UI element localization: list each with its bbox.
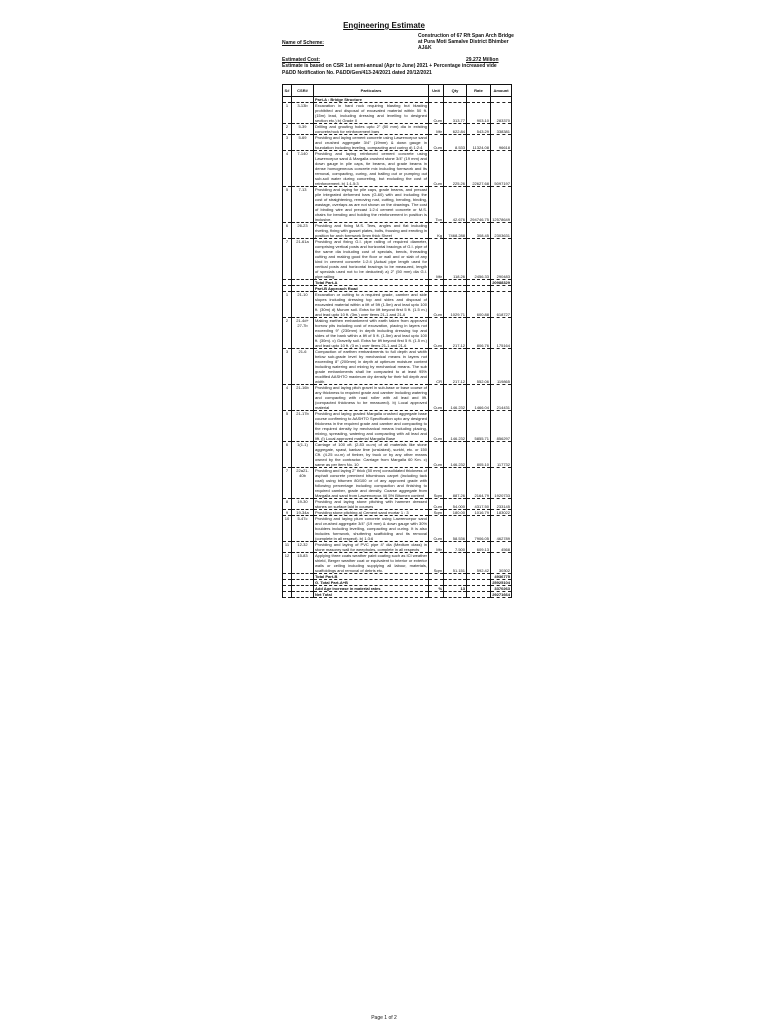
item-rate: 1016.79: [467, 510, 491, 516]
item-amount: 183022: [491, 510, 512, 516]
grand-total-value: 25925104: [492, 580, 510, 585]
estimated-cost-value: 29.272 Million: [466, 57, 499, 63]
item-description: Providing and fixing G.I. pipe railing of required diameter, comprising vertical posts and horizontal bracings of G.I. pipe of the same dia including cost of specials, bends, threading cutting and making good the floor or wall and or slab of any kind in cement concrete 1:2:4 (Actual pipe length used for vertical posts and horizontal bracings to be measured, length of specials used not to be deducted) a) 2" (50 mm) dia G.I. pipe railing: [315, 239, 427, 279]
basis-line-2: P&DD Notification No. P&DD/Gen/413-24/2021 dated 20/12/2021: [282, 69, 432, 76]
item-sr: 2: [283, 318, 292, 349]
item-qty: 58.536: [444, 516, 467, 542]
item-amount: 4568: [491, 542, 512, 553]
item-qty: 180.00: [444, 510, 467, 516]
item-description: Excavation in hard rock requiring blasting but blasting prohibited and disposal of excavated material within 50 ft. (15m) lead, including dressing and levelling to designed section etc.) b) Grade II: [315, 103, 427, 123]
item-rate: 543.29: [467, 124, 491, 135]
item-rate: 22627.68: [467, 151, 491, 187]
table-row: [283, 239, 512, 280]
grand-total-label: G. Total Part-A+B: [314, 580, 429, 586]
item-description: Providing and laying 2" thick (50 mm) consolidated thickness of asphalt concrete premixed bituminous carpet (including tack coat) using bitumen 80/100 or of any approved grade with following percentage including compaction and finishing to required camber, grade and density. Coarse aggregate from Margalla and sand from Lawrencepur. iii) 5% Bitumen content: [315, 468, 427, 498]
table-row: [283, 103, 512, 124]
table-row: [283, 318, 512, 349]
item-rate: 903.10: [467, 103, 491, 124]
item-qty: 217.12: [444, 349, 467, 385]
item-amount: 1920733: [491, 468, 512, 499]
item-sr: 2: [283, 124, 292, 135]
item-unit: CR: [429, 349, 444, 385]
item-unit: Mtr: [429, 124, 444, 135]
item-description: Providing and laying plum concrete using Lawrencepur sand and crushed aggregate 3/4" (19 mm) & down gauge with 30% boulders including levelling, compacting and curing. It is also includes formwork, shuttering scaffolding and its removal (complete in all respect). b) 1:3:6: [315, 516, 427, 541]
item-csr: 21-4d+ 27-7b: [292, 318, 314, 349]
item-sr: 3: [283, 135, 292, 151]
col-sr: S#: [283, 85, 292, 97]
item-qty: 887.26: [444, 468, 467, 499]
item-rate: 4317.50: [467, 499, 491, 510]
item-description: Making earthen embankment with earth taken from approved borrow pits including cost of excavation, placing in layers not exceeding 9" (230mm) in depth including dressing top and sides of the bank within a lift of 5 ft. (1.5m) and lead upto 100 ft. (30m). c) Gravelly soil. Extra for lift beyond first 5 ft. (1.5 m.) and lead upto 10 ft. (3 m.) over items 21-1 and 21-6: [315, 318, 427, 348]
item-amount: 233145: [491, 499, 512, 510]
item-description: Providing and laying stone pitching with hammer dressed stones on surface laid in courses: [315, 499, 427, 509]
table-row: [283, 553, 512, 574]
item-qty: 146.232: [444, 411, 467, 442]
item-unit: Kg: [429, 223, 444, 239]
item-qty: 54.000: [444, 499, 467, 510]
item-description: Carriage of 100 cft. (2.83 cu.m) of all materials like stone aggregate, spawl, kankar lime (unslaked), surkhi, etc. or 150 Cft. (4.25 cu.m) of timber, by truck or by any other means owned by the contractor. Carriage from Margalla 60 Km. c) same as per item No. 10: [315, 442, 427, 467]
item-sr: 4: [283, 151, 292, 187]
item-rate: 11324.08: [467, 135, 491, 151]
col-qty: Qty: [444, 85, 467, 97]
item-sr: 11: [283, 542, 292, 553]
item-csr: 19-34a: [292, 510, 314, 516]
part-a-total-label: Total Part-A: [314, 280, 429, 286]
net-total-label: Net Total: [314, 592, 429, 598]
page-footer: Page 1 of 2: [371, 1015, 397, 1021]
table-row: [283, 223, 512, 239]
item-unit: Mtr: [429, 239, 444, 280]
item-qty: 217.12: [444, 318, 467, 349]
item-unit: Sqm: [429, 510, 444, 516]
table-row: [283, 542, 512, 553]
item-unit: Cum: [429, 411, 444, 442]
table-row: [283, 442, 512, 468]
item-description: Excavation or cutting to a required grade, camber and side slopes including dressing top and sides and disposal of excavated material within a lift of 5ft (1.5m) and lead upto 100 ft. (30m) d) Murum soil. Extra for lift beyond first 5 ft. (1.5 m.) and lead upto 10 ft. (3m.) over items 21-1 and 21-6: [315, 292, 427, 317]
item-amount: 214431: [491, 385, 512, 411]
item-rate: 2456.33: [467, 239, 491, 280]
item-sr: 7: [283, 468, 292, 499]
item-csr: 7-13: [292, 187, 314, 223]
item-unit: Cum: [429, 499, 444, 510]
item-qty: 1029.71: [444, 292, 467, 318]
col-amount: Amount: [491, 85, 512, 97]
table-row: [283, 385, 512, 411]
estimate-basis: [282, 63, 522, 76]
item-sr: 6: [283, 442, 292, 468]
item-amount: 462789: [491, 516, 512, 542]
table-row: [283, 499, 512, 510]
item-sr: 5: [283, 187, 292, 223]
part-b-total-value: 4936775: [491, 574, 512, 580]
estimate-table: [282, 84, 512, 598]
table-row: [283, 411, 512, 442]
part-b-total-label: Total Part-B: [314, 574, 429, 580]
item-unit: Sqm: [429, 468, 444, 499]
table-header: [283, 85, 512, 97]
item-amount: 119865: [491, 349, 512, 385]
item-qty: 146.232: [444, 385, 467, 411]
item-description: Providing and laying pitch gravel in sub-base or base course of any thickness to required grade and camber including watering and compacting with road roller with all lead and lift. (compacted thickness to be measured). b) Local approved material: [315, 385, 427, 410]
item-unit: Sqm: [429, 553, 444, 574]
item-unit: Mtr: [429, 542, 444, 553]
item-qty: 7.500: [444, 542, 467, 553]
item-amount: 290483: [491, 239, 512, 280]
table-row: [283, 187, 512, 223]
item-qty: 51.151: [444, 553, 467, 574]
item-qty: 146.232: [444, 442, 467, 468]
net-total: [283, 592, 512, 598]
item-description: Providing and laying graded Margalla crushed aggregate base course confirming to AASHTO Specification upto any designed thickness in the required grade and camber and compacting to the required density by mechanical means including placing, mixing, spreading, watering and compacting with all lead and lift. (i) Local approved material Margalla Base: [315, 411, 427, 441]
item-description: Drilling and grouting holes upto 2" (50 mm) dia in existing concrete/rock for reinforcement bars: [315, 124, 427, 134]
item-amount: 338381: [491, 124, 512, 135]
item-sr: 5: [283, 411, 292, 442]
item-csr: 7-140: [292, 151, 314, 187]
item-sr: 3: [283, 349, 292, 385]
item-amount: 283370: [491, 103, 512, 124]
item-qty: 118.26: [444, 239, 467, 280]
item-csr: 1(1-1): [292, 442, 314, 468]
item-description: Providing and laying cement concrete using Lawrencepur sand and crushed aggregate 3/4" (19mm) & down gauge in foundation including leveling, compacting and curing d) 1:2:4: [315, 135, 427, 150]
item-csr: 5-39: [292, 124, 314, 135]
item-unit: Cum: [429, 442, 444, 468]
item-sr: 6: [283, 223, 292, 239]
basis-line-1: Estimate is based on CSR 1st semi-annual (Apr to June) 2021 + Percentage increased vide: [282, 63, 497, 69]
item-sr: 4: [283, 385, 292, 411]
item-csr: 5-47c: [292, 516, 314, 542]
table-row: [283, 468, 512, 499]
item-unit: Cum: [429, 151, 444, 187]
item-sr: 10: [283, 516, 292, 542]
part-a-title: Part-A : Bridge Structure: [314, 97, 429, 103]
col-unit: Unit: [429, 85, 444, 97]
item-unit: Cum: [429, 292, 444, 318]
item-qty: 42.676: [444, 187, 467, 223]
item-amount: 618727: [491, 292, 512, 318]
item-description: Providing and fixing M.S. Tees, angles and flat including riveting, fixing with gusset plates, bolts, frousing and erecting in position for arch formwork 5mm thick Sheet: [315, 223, 427, 238]
item-unit: Ton: [429, 187, 444, 223]
item-sr: 12: [283, 553, 292, 574]
item-sr: 7: [283, 239, 292, 280]
item-csr: 21-61a: [292, 239, 314, 280]
scheme-label: Name of Scheme:: [282, 40, 324, 46]
item-description: Compaction of earthen embankments to full depth and width below sub-grade level by mechanical means in layers not exceeding 8" (200mm) in depth at optimum moisture content including watering and mixing by mechanical means. The sub grade embankments shall be compacted to at least 95% modified AASHTO maximum dry density for their full depth and width: [315, 349, 427, 384]
item-rate: 609.13: [467, 542, 491, 553]
material-increase-col4: 13: [444, 586, 467, 592]
item-qty: 622.84: [444, 124, 467, 135]
item-qty: 313.77: [444, 103, 467, 124]
table-row: [283, 516, 512, 542]
scheme-value: Construction of 67 Rft Span Arch Bridge at Pura Moti Samalve District Bhimber AJ&K: [418, 33, 514, 51]
item-sr: 8: [283, 499, 292, 510]
item-amount: 30302: [491, 553, 512, 574]
part-a-total-value: 20988329: [492, 280, 510, 285]
material-increase-col3: %: [429, 586, 444, 592]
item-csr: 12-32: [292, 542, 314, 553]
item-description: Providing stone pitching a) Cement sand mortar 1 : 3: [314, 510, 429, 516]
material-increase-label: Add Age increase in material rates: [314, 586, 429, 592]
item-sr: 1: [283, 103, 292, 124]
item-qty: 225.26: [444, 151, 467, 187]
item-csr: 5-69: [292, 135, 314, 151]
item-qty: 7468.288: [444, 223, 467, 239]
item-csr: 22a21-40b: [292, 468, 314, 499]
item-unit: Cum: [429, 103, 444, 124]
item-amount: 117732: [491, 442, 512, 468]
item-rate: 2164.79: [467, 468, 491, 499]
item-csr: 26-23: [292, 223, 314, 239]
item-csr: 21-17b: [292, 411, 314, 442]
item-rate: 600.88: [467, 292, 491, 318]
item-unit: Cum: [429, 318, 444, 349]
item-amount: 96618: [491, 135, 512, 151]
part-b-heading-label: Part-B Approach Road: [314, 286, 429, 292]
item-amount: 12578649: [491, 187, 512, 223]
item-csr: 19-30: [292, 499, 314, 510]
col-rate: Rate: [467, 85, 491, 97]
table-row: [283, 124, 512, 135]
item-unit: Cum: [429, 516, 444, 542]
item-csr: 21-6: [292, 349, 314, 385]
col-particulars: Particulars: [314, 85, 429, 97]
page-title: Engineering Estimate: [343, 21, 425, 30]
item-rate: 552.06: [467, 349, 491, 385]
item-description: Providing and laying of PVC pipe 4" dia (Medium class) in stone masonry wall for weepholes, complete in all respects: [315, 542, 427, 552]
table-row: [283, 292, 512, 318]
item-amount: 175164: [491, 318, 512, 349]
item-csr: 21-16b: [292, 385, 314, 411]
item-rate: 805.10: [467, 442, 491, 468]
item-rate: 806.76: [467, 318, 491, 349]
item-rate: 1466.04: [467, 385, 491, 411]
item-sr: 9: [283, 510, 292, 516]
item-sr: 1: [283, 292, 292, 318]
net-total-value: 29271664: [492, 592, 510, 597]
item-unit: Cum: [429, 385, 444, 411]
item-qty: 8.533: [444, 135, 467, 151]
item-amount: 856297: [491, 411, 512, 442]
item-rate: 294746.75: [467, 187, 491, 223]
table-row: [283, 510, 512, 516]
item-description: Providing and laying for pile caps, grade beams, and precast pile integrated deformed bars (G-60) with and including the cost of straightening, removing rust, cutting, bending, binding, wastage, overlaps as are not shown on the drawings. The cost of binding wire and precast 1:2:4 cement concrete or M.S. chairs for bending and holding the reinforcement in position is inclusive.: [315, 187, 427, 222]
item-rate: 7906.05: [467, 516, 491, 542]
item-csr: 3-13b: [292, 103, 314, 124]
item-csr: 15-83: [292, 553, 314, 574]
estimated-cost-label: Estimated Cost:: [282, 57, 321, 63]
item-unit: Cum: [429, 135, 444, 151]
item-rate: 308.45: [467, 223, 491, 239]
item-amount: 2303631: [491, 223, 512, 239]
item-description: Providing and laying reinforced cement concrete using Lawrencepur sand & Margalla crushed stone 3/4" (19 mm) and down gauge in pile caps, tie beams, and grade beams in dense homogeneous concrete mix including formwork and its removal, compacting, curing, and bailing out or pumping out sub-soil water during concreting, but excluding the cost of reinforcement. b) 1:1.5:3: [315, 151, 427, 186]
item-description: Applying three coats weather paint coating such as ICI weather shield, Berger weather coat or equivalent to interior or exterior walls or ceiling including supplying all labour, materials, scaffoldings and removal of debris etc.: [315, 553, 427, 573]
item-rate: 592.42: [467, 553, 491, 574]
table-row: [283, 151, 512, 187]
item-csr: 21-10: [292, 292, 314, 318]
col-csr: CSR#: [292, 85, 314, 97]
item-rate: 5855.71: [467, 411, 491, 442]
material-increase-value: 3370263: [491, 586, 512, 592]
table-row: [283, 135, 512, 151]
table-row: [283, 349, 512, 385]
item-amount: 5097197: [491, 151, 512, 187]
